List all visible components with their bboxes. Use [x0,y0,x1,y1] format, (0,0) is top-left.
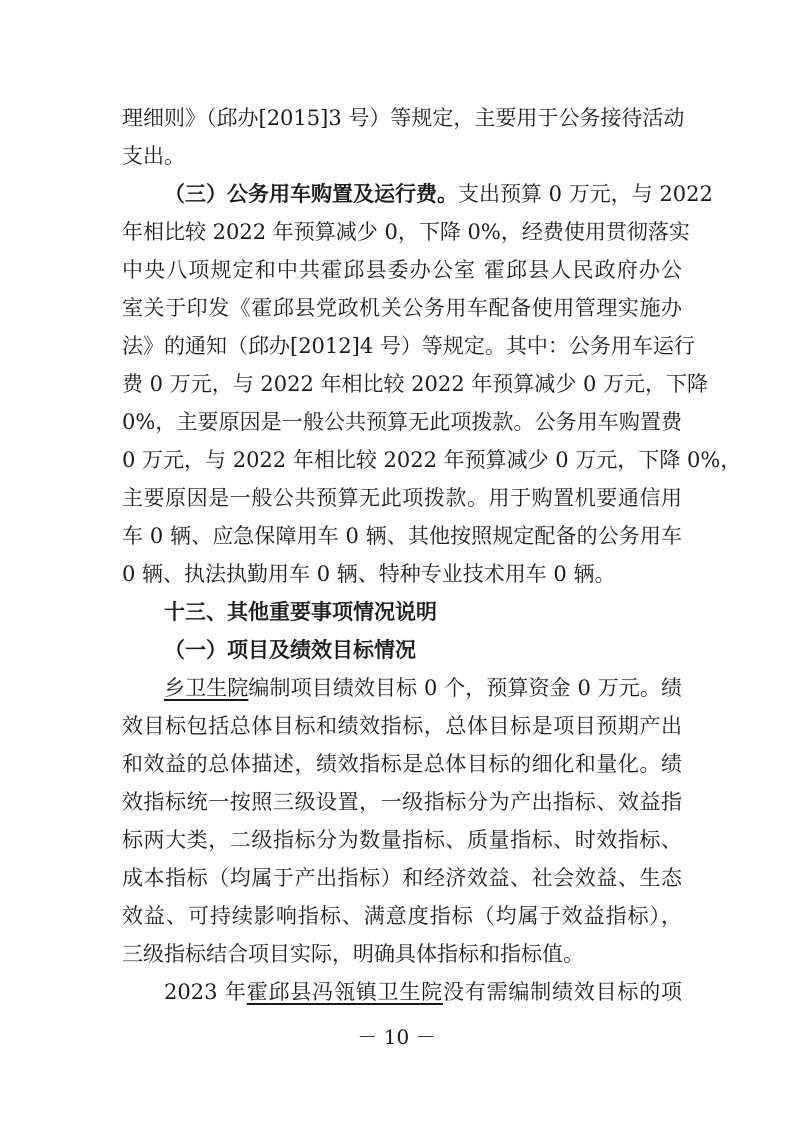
paragraph-line: 主要原因是一般公共预算无此项拨款。用于购置机要通信用 [122,486,682,510]
paragraph-text: 支出预算 0 万元，与 2022 [458,182,713,206]
paragraph-line: 0 辆、执法执勤用车 0 辆、特种专业技术用车 0 辆。 [122,562,616,586]
paragraph-line: 车 0 辆、应急保障用车 0 辆、其他按照规定配备的公务用车 [122,524,682,548]
paragraph-line [164,977,682,1007]
paragraph-line: 费 0 万元，与 2022 年相比较 2022 年预算减少 0 万元，下降 [122,372,709,396]
paragraph-line: 和效益的总体描述，绩效指标是总体目标的细化和量化。绩 [122,752,682,776]
paragraph-line: 理细则》（邱办[2015]3 号）等规定，主要用于公务接待活动 [122,106,685,130]
paragraph-line: 效益、可持续影响指标、满意度指标（均属于效益指标）， [122,904,682,928]
paragraph-line [164,673,682,703]
year-text: 2023 年 [164,980,247,1004]
paragraph-line: 效指标统一按照三级设置，一级指标分为产出指标、效益指 [122,790,682,814]
paragraph-line: 效目标包括总体目标和绩效指标，总体目标是项目预期产出 [122,714,682,738]
paragraph-text: 编制项目绩效目标 0 个，预算资金 0 万元。绩 [248,676,683,700]
paragraph-line: 0%，主要原因是一般公共预算无此项拨款。公务用车购置费 [122,410,682,434]
paragraph-line: 支出。 [122,144,185,168]
page-number: － 10 － [357,1025,436,1049]
paragraph-line: 成本指标（均属于产出指标）和经济效益、社会效益、生态 [122,866,682,890]
section-heading-vehicle-costs [164,179,713,209]
hospital-full-name-underlined: 霍邱县冯瓴镇卫生院 [246,980,443,1004]
paragraph-line: 法》的通知（邱办[2012]4 号）等规定。其中：公务用车运行 [122,334,695,358]
paragraph-line: 年相比较 2022 年预算减少 0，下降 0%，经费使用贯彻落实 [122,220,690,244]
subsection-heading-performance: （一）项目及绩效目标情况 [164,637,416,662]
paragraph-line: 三级指标结合项目实际，明确具体指标和指标值。 [122,942,584,966]
hospital-name-underlined: 乡卫生院 [164,676,249,700]
paragraph-line: 标两大类，二级指标分为数量指标、质量指标、时效指标、 [122,828,682,852]
paragraph-line: 室关于印发《霍邱县党政机关公务用车配备使用管理实施办 [122,296,682,320]
paragraph-line: 0 万元，与 2022 年相比较 2022 年预算减少 0 万元，下降 0%， [122,448,742,472]
paragraph-line: 中央八项规定和中共霍邱县委办公室 霍邱县人民政府办公 [122,258,682,282]
section-heading-13: 十三、其他重要事项情况说明 [164,599,437,624]
paragraph-text: 没有需编制绩效目标的项 [442,980,683,1004]
heading-text: （三）公务用车购置及运行费。 [164,181,458,206]
